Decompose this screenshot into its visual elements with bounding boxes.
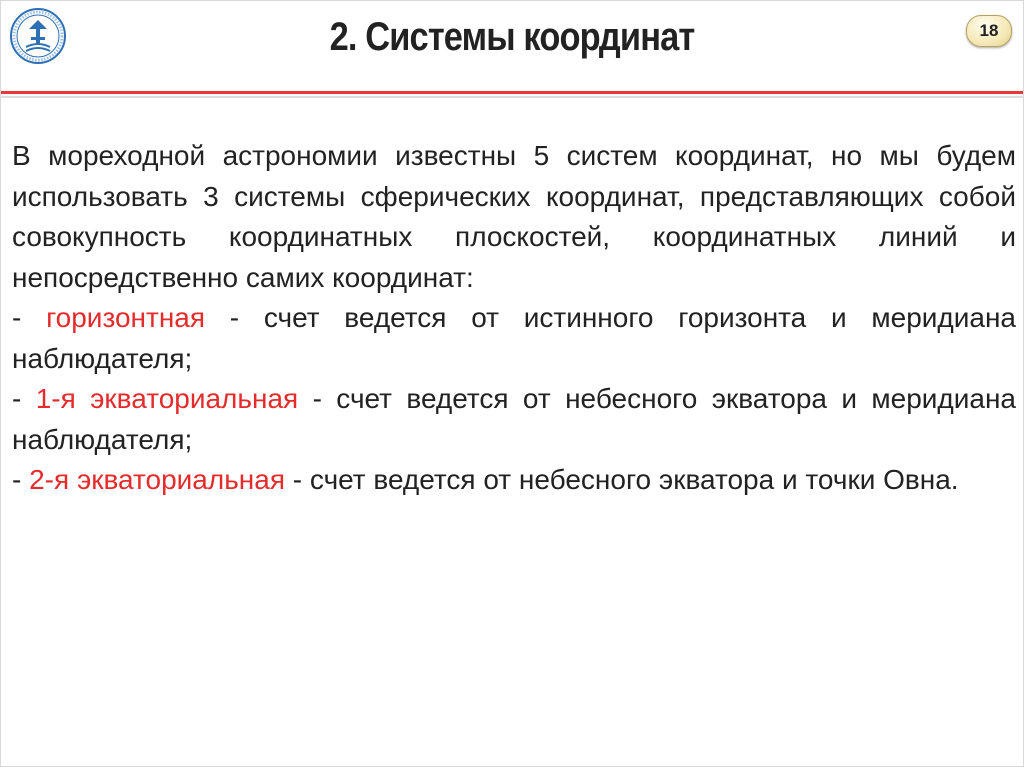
header-divider-grey xyxy=(1,96,1023,98)
term-description: - счет ведется от небесного экватора и точки Овна. xyxy=(285,464,959,495)
slide-body xyxy=(12,136,1016,501)
header-divider-red xyxy=(1,91,1023,94)
term-description: - счет ведется от истинного горизонта и меридиана наблюдателя; xyxy=(12,302,1016,374)
list-item-prefix: - xyxy=(12,464,30,495)
list-item-second-equatorial xyxy=(12,460,1016,501)
term-description: - счет ведется от небесного экватора и меридиана наблюдателя; xyxy=(12,383,1016,455)
list-item-first-equatorial xyxy=(12,379,1016,460)
intro-paragraph: В мореходной астрономии известны 5 систем координат, но мы будем использовать 3 системы сферических координат, представляющих собой совокупность координатных плоскостей, координатных линий и непосредственно самих координат: xyxy=(12,140,1016,293)
list-item-horizontal xyxy=(12,298,1016,379)
page-number-badge: 18 xyxy=(966,15,1012,47)
list-item-prefix: - xyxy=(12,302,47,333)
list-item-prefix: - xyxy=(12,383,36,414)
term-first-equatorial: 1-я экваториальная xyxy=(35,383,299,414)
university-emblem-icon xyxy=(9,7,67,65)
term-second-equatorial: 2-я экваториальная xyxy=(29,464,285,495)
page-title: 2. Системы координат xyxy=(329,15,695,59)
term-horizontal: горизонтная xyxy=(46,302,206,333)
